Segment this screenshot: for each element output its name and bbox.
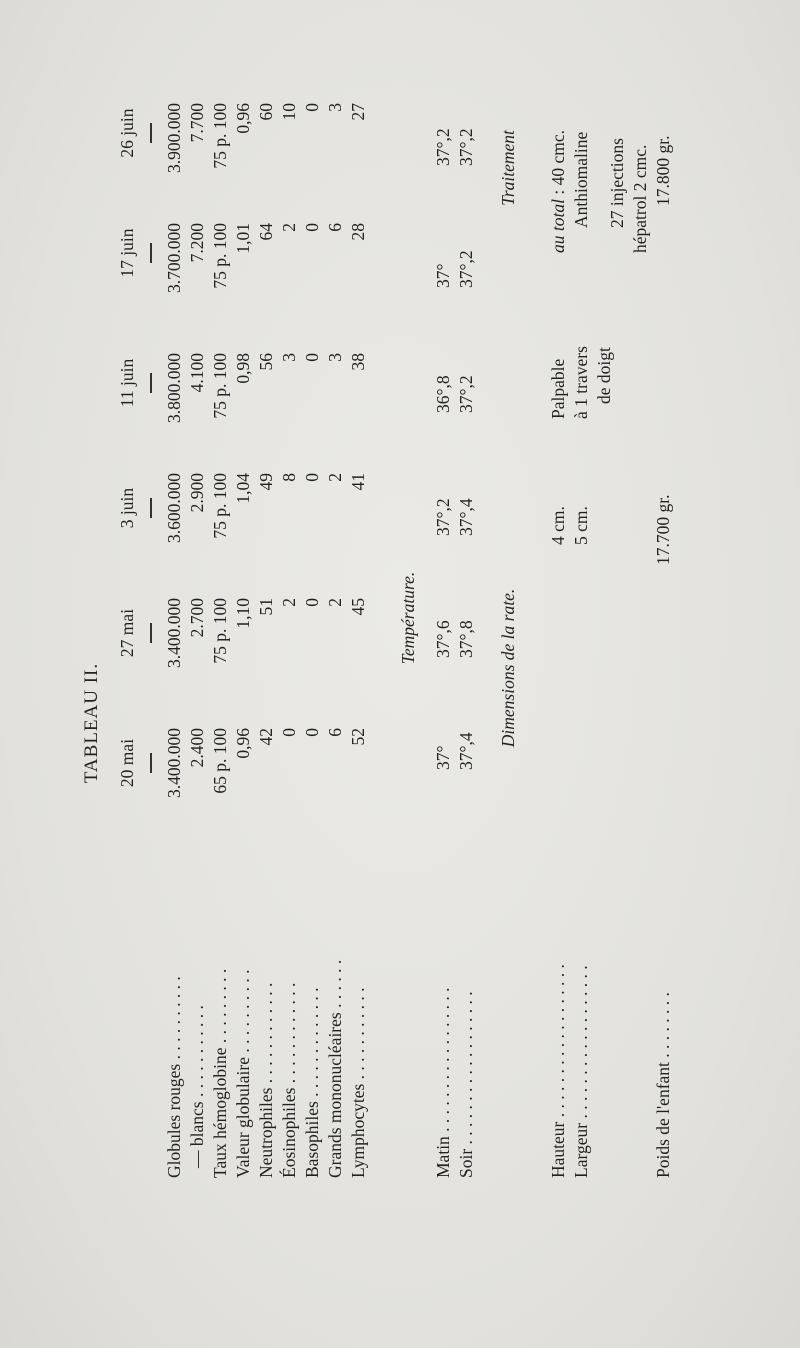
traitement-line: hépatrol 2 cmc. (630, 144, 650, 253)
table-cell: 3 (325, 353, 345, 362)
table-cell: 37°,2 (433, 128, 453, 166)
table-cell: 1,01 (233, 223, 253, 254)
table-cell: 75 p. 100 (210, 473, 230, 539)
date-header: 27 mai (117, 608, 137, 658)
table-cell: 45 (348, 598, 368, 616)
traitement-line: 27 injections (607, 138, 627, 228)
table-cell: 4 cm. (548, 506, 568, 545)
table-cell: 41 (348, 473, 368, 491)
table-cell: 6 (325, 728, 345, 737)
table-cell: 0 (302, 473, 322, 482)
table-cell: 2 (325, 598, 345, 607)
date-header: 20 mai (117, 738, 137, 788)
row-label: Globules rouges . . . . . . . . . . (164, 976, 184, 1178)
table-cell: 3.700.000 (164, 223, 184, 293)
traitement-total: au total : 40 cmc. (548, 130, 568, 253)
table-cell: 36°,8 (433, 375, 453, 413)
table-cell: 7.200 (187, 223, 207, 263)
row-label: — blancs . . . . . . . . . . . (187, 1005, 207, 1168)
table-cell: 52 (348, 728, 368, 746)
table-cell: 0 (302, 728, 322, 737)
table-cell: 64 (256, 223, 276, 241)
table-cell: 75 p. 100 (210, 223, 230, 289)
row-label: Matin . . . . . . . . . . . . . . . . . (433, 987, 453, 1178)
header-dash (150, 123, 152, 143)
table-cell: 75 p. 100 (210, 598, 230, 664)
row-label: Soir . . . . . . . . . . . . . . . . . . (456, 991, 476, 1178)
row-label: Neutrophiles . . . . . . . . . . . . (256, 982, 276, 1178)
table-cell: 2.400 (187, 728, 207, 768)
table-cell: 0 (279, 728, 299, 737)
palpable-note: à 1 travers (571, 346, 591, 419)
traitement-line: 17.800 gr. (653, 135, 673, 206)
table-cell: 2 (279, 598, 299, 607)
temperature-heading: Température. (398, 571, 418, 665)
table-cell: 1,10 (233, 598, 253, 629)
table-cell: 28 (348, 223, 368, 241)
date-header: 11 juin (117, 358, 137, 408)
table-cell: 49 (256, 473, 276, 491)
table-cell: 37°,4 (456, 732, 476, 770)
row-label: Taux hémoglobine . . . . . . . . . (210, 968, 230, 1178)
table-cell: 37° (433, 263, 453, 288)
table-cell: 0 (302, 223, 322, 232)
table-cell: 0,98 (233, 353, 253, 384)
table-cell: 37°,6 (433, 620, 453, 658)
table-cell: 2 (325, 473, 345, 482)
palpable-note: de doigt (594, 347, 614, 404)
rate-heading: Dimensions de la rate. (498, 588, 518, 748)
table-cell: 7.700 (187, 103, 207, 143)
table-cell: 8 (279, 473, 299, 482)
row-label: Lymphocytes . . . . . . . . . . . (348, 987, 368, 1178)
table-cell: 3.400.000 (164, 728, 184, 798)
table-cell: 65 p. 100 (210, 728, 230, 794)
header-dash (150, 753, 152, 773)
table-cell: 0 (302, 103, 322, 112)
table-cell: 17.700 gr. (653, 494, 673, 565)
table-cell: 51 (256, 598, 276, 616)
table-cell: 37°,2 (456, 250, 476, 288)
table-cell: 3 (325, 103, 345, 112)
row-label: Grands mononucléaires . . . . . . (325, 959, 345, 1178)
table-cell: 37°,4 (456, 498, 476, 536)
table-title: TABLEAU II. (81, 662, 102, 784)
traitement-line: Anthiomaline (571, 131, 591, 228)
header-dash (150, 373, 152, 393)
date-header: 17 juin (117, 228, 137, 278)
table-cell: 37°,8 (456, 620, 476, 658)
table-cell: 37°,2 (433, 498, 453, 536)
table-cell: 37°,2 (456, 375, 476, 413)
table-cell: 75 p. 100 (210, 103, 230, 169)
table-cell: 0 (302, 353, 322, 362)
table-cell: 3 (279, 353, 299, 362)
table-cell: 3.800.000 (164, 353, 184, 423)
table-cell: 4.100 (187, 353, 207, 393)
table-cell: 2.700 (187, 598, 207, 638)
table-cell: 3.900.000 (164, 103, 184, 173)
table-cell: 37° (433, 745, 453, 770)
row-label: Basophiles . . . . . . . . . . . . . (302, 987, 322, 1178)
date-header: 26 juin (117, 108, 137, 158)
table-cell: 3.400.000 (164, 598, 184, 668)
header-dash (150, 243, 152, 263)
table-cell: 0,96 (233, 103, 253, 134)
row-label: Valeur globulaire . . . . . . . . . . (233, 969, 253, 1178)
table-cell: 75 p. 100 (210, 353, 230, 419)
table-cell: 0,96 (233, 728, 253, 759)
row-label: Éosinophiles . . . . . . . . . . . . (279, 982, 299, 1178)
table-cell: 38 (348, 353, 368, 371)
table-cell: 0 (302, 598, 322, 607)
table-cell: 5 cm. (571, 506, 591, 545)
date-header: 3 juin (117, 487, 137, 529)
table-cell: 27 (348, 103, 368, 121)
table-cell: 37°,2 (456, 128, 476, 166)
row-label: Hauteur . . . . . . . . . . . . . . . . . . (548, 964, 568, 1178)
table-cell: 6 (325, 223, 345, 232)
traitement-heading: Traitement (498, 130, 518, 206)
table-cell: 1,04 (233, 473, 253, 504)
table-cell: 2 (279, 223, 299, 232)
header-dash (150, 623, 152, 643)
table-cell: 2.900 (187, 473, 207, 513)
table-cell: 10 (279, 103, 299, 121)
table-cell: 56 (256, 353, 276, 371)
table-cell: 60 (256, 103, 276, 121)
table-cell: 42 (256, 728, 276, 746)
palpable-note: Palpable (548, 358, 568, 419)
row-label: Largeur . . . . . . . . . . . . . . . . . . (571, 965, 591, 1178)
row-label: Poids de l'enfant . . . . . . . . (653, 992, 673, 1178)
table-cell: 3.600.000 (164, 473, 184, 543)
header-dash (150, 498, 152, 518)
